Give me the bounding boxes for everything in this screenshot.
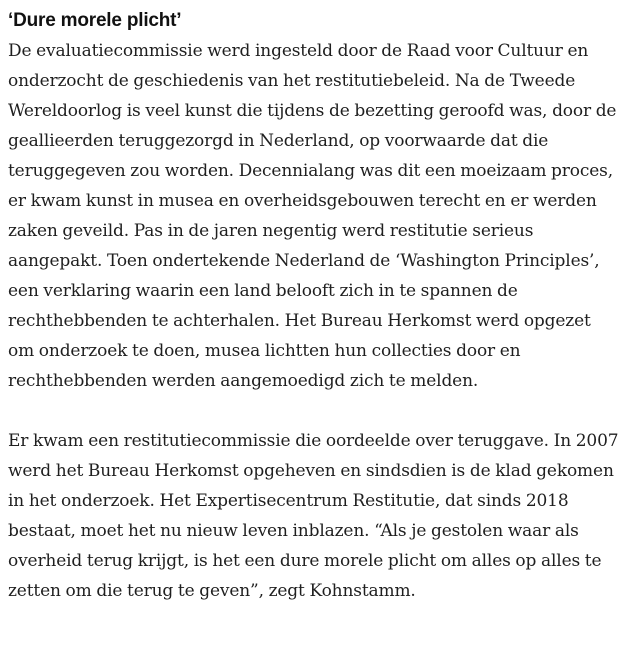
section-subheading: ‘Dure morele plicht’ [8,10,182,31]
paragraph-restitution: Er kwam een restitutiecommissie die oordeelde over teruggave. In 2007 werd het Bureau Herkomst opgeheven en sindsdien is de klad gekomen in het onderzoek. Het Expertisecentrum Restitutie, dat sinds 2018 bestaat, moet het nu nieuw leven inblazen. “Als je gestolen waar als overheid terug krijgt, is het een dure morele plicht om alles op alles te zetten om die terug te geven”, zegt Kohnstamm. [8,431,619,601]
paragraph-history: De evaluatiecommissie werd ingesteld door de Raad voor Cultuur en onderzocht de geschiedenis van het restitutiebeleid. Na de Tweede Wereldoorlog is veel kunst die tijdens de bezetting geroofd was, door de geallieerden teruggezorgd in Nederland, op voorwaarde dat die teruggegeven zou worden. Decennialang was dit een moeizaam proces, er kwam kunst in musea en overheidsgebouwen terecht en er werden zaken geveild. Pas in de jaren negentig werd restitutie serieus aangepakt. Toen ondertekende Nederland de ‘Washington Principles’, een verklaring waarin een land belooft zich in te spannen de rechthebbenden te achterhalen. Het Bureau Herkomst werd opgezet om onderzoek te doen, musea lichtten hun collecties door en rechthebbenden werden aangemoedigd zich te melden. [8,41,617,391]
